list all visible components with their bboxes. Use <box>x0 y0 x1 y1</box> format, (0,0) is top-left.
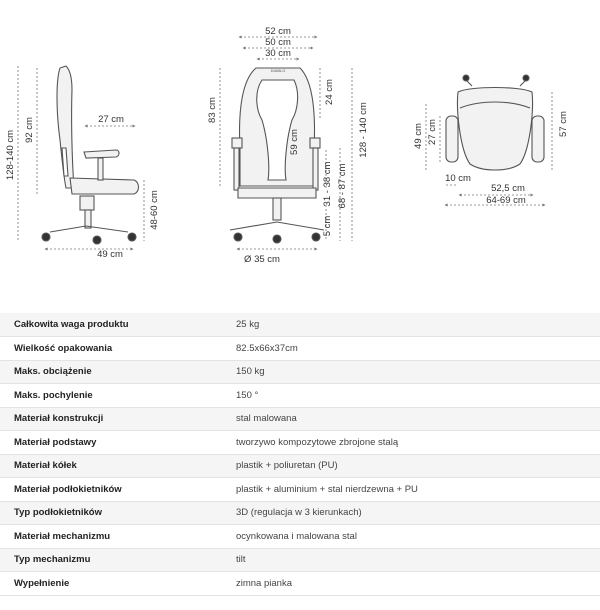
spec-key: Całkowita waga produktu <box>0 313 236 337</box>
side-base-width-label: 49 cm <box>97 249 123 260</box>
spec-value: tworzywo kompozytowe zbrojone stalą <box>236 431 600 455</box>
spec-row <box>0 454 600 478</box>
top-arm-length-label: 27 cm <box>427 119 438 145</box>
spec-row <box>0 313 600 337</box>
spec-key: Materiał konstrukcji <box>0 407 236 431</box>
side-back-height-label: 92 cm <box>24 117 35 143</box>
front-arm-height-label: 31 - 38 cm <box>322 161 333 207</box>
spec-row <box>0 478 600 502</box>
front-logo: DIABLO <box>270 68 286 73</box>
spec-row <box>0 501 600 525</box>
side-view-chair <box>42 66 139 244</box>
spec-value: tilt <box>236 548 600 572</box>
spec-row <box>0 337 600 361</box>
spec-value: 3D (regulacja w 3 kierunkach) <box>236 501 600 525</box>
spec-value: plastik + poliuretan (PU) <box>236 454 600 478</box>
spec-row <box>0 572 600 596</box>
spec-key: Materiał mechanizmu <box>0 525 236 549</box>
front-width-top-label: 52 cm <box>265 26 291 37</box>
spec-value: 82.5x66x37cm <box>236 337 600 361</box>
spec-value: stal malowana <box>236 407 600 431</box>
top-view-chair <box>446 75 544 170</box>
spec-key: Typ mechanizmu <box>0 548 236 572</box>
front-view-chair <box>230 68 324 243</box>
spec-value: 150 ° <box>236 384 600 408</box>
spec-key: Maks. obciążenie <box>0 360 236 384</box>
spec-row <box>0 360 600 384</box>
spec-value: 150 kg <box>236 360 600 384</box>
top-seat-width-label: 52,5 cm <box>491 183 525 194</box>
front-wheel-diameter-label: Ø 35 cm <box>244 254 280 265</box>
spec-row <box>0 525 600 549</box>
side-seat-height-label: 48-60 cm <box>149 190 160 230</box>
front-width-mid-label: 50 cm <box>265 37 291 48</box>
spec-key: Materiał podłokietników <box>0 478 236 502</box>
chair-dimension-diagram <box>0 0 600 290</box>
spec-key: Wielkość opakowania <box>0 337 236 361</box>
spec-row <box>0 407 600 431</box>
front-wheel-height-label: 5 cm <box>322 215 333 237</box>
spec-row <box>0 384 600 408</box>
top-arm-width-label: 10 cm <box>445 173 471 184</box>
spec-key: Materiał kółek <box>0 454 236 478</box>
top-total-width-label: 64-69 cm <box>486 195 526 206</box>
front-back-height-label: 83 cm <box>207 97 218 123</box>
front-arm-floor-label: 68 - 87 cm <box>337 163 348 209</box>
spec-key: Materiał podstawy <box>0 431 236 455</box>
side-total-height-label: 128-140 cm <box>5 129 16 181</box>
spec-value: zimna pianka <box>236 572 600 596</box>
spec-row <box>0 431 600 455</box>
spec-value: plastik + aluminium + stal nierdzewna + PU <box>236 478 600 502</box>
spec-key: Typ podłokietników <box>0 501 236 525</box>
spec-key: Maks. pochylenie <box>0 384 236 408</box>
top-total-depth-label: 57 cm <box>558 111 569 137</box>
top-depth-label: 49 cm <box>413 123 424 149</box>
spec-value: ocynkowana i malowana stal <box>236 525 600 549</box>
spec-row <box>0 548 600 572</box>
front-total-height-label: 128 - 140 cm <box>358 102 369 158</box>
front-width-head-label: 30 cm <box>265 48 291 59</box>
side-armrest-depth-label: 27 cm <box>98 114 124 125</box>
spec-value: 25 kg <box>236 313 600 337</box>
spec-key: Wypełnienie <box>0 572 236 596</box>
front-head-height-label: 24 cm <box>324 79 335 105</box>
spec-table <box>0 313 600 596</box>
front-seat-back-label: 59 cm <box>289 129 300 155</box>
